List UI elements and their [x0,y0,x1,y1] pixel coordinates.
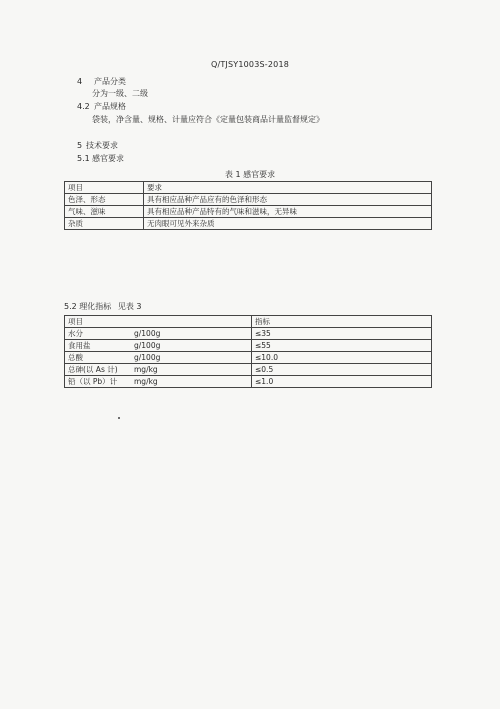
table-header-row [65,316,432,328]
table-cell: ≤0.5 [252,364,432,376]
table-cell: ≤1.0 [252,376,432,388]
section-5-1-title: 感官要求 [92,154,124,163]
table-header-cell: 指标 [252,316,432,328]
table-header-cell: 项目 [65,182,144,194]
table-row [65,340,432,352]
section-4-2-body: 袋装，净含量、规格、计量应符合《定量包装商品计量监督规定》 [92,115,324,124]
section-5-2-ref: 见表 3 [117,302,142,311]
item-name: 总酸 [68,353,83,362]
table-cell: ≤10.0 [252,352,432,364]
table-row [65,364,432,376]
section-5-number: 5 [77,141,83,150]
section-5-2-title: 理化指标 [79,302,112,311]
item-name: 水分 [68,329,83,338]
table-1-caption: 表 1 感官要求 [224,170,276,179]
item-unit: mg/kg [134,377,158,386]
table-row [65,206,432,218]
table-row [65,352,432,364]
table-header-cell: 要求 [144,182,432,194]
section-4-2-title: 产品规格 [94,102,126,111]
physicochemical-indicators-table [64,315,432,388]
section-5-title: 技术要求 [86,141,118,150]
table-row [65,218,432,230]
table-cell: 无肉眼可见外来杂质 [144,218,432,230]
standard-code: Q/TJSY1003S-2018 [210,60,290,69]
item-name: 总砷(以 As 计) [68,365,118,374]
item-name: 铅（以 Pb）计 [68,377,118,386]
section-5-1-number: 5.1 [77,154,90,163]
table-cell: 色泽、形态 [65,194,144,206]
table-cell: ≤35 [252,328,432,340]
section-4-2-number: 4.2 [77,102,90,111]
table-row [65,328,432,340]
table-row [65,376,432,388]
table-cell: 气味、滋味 [65,206,144,218]
table-cell: 具有相应品种产品应有的色泽和形态 [144,194,432,206]
section-4-number: 4 [77,77,83,86]
table-cell [65,340,252,352]
section-4-title: 产品分类 [94,77,126,86]
item-unit: g/100g [134,341,161,350]
table-cell [65,364,252,376]
table-row [65,194,432,206]
section-4-body: 分为一级、二级 [92,89,148,98]
table-header-row [65,182,432,194]
item-unit: g/100g [134,329,161,338]
section-5-2-number: 5.2 [64,302,77,311]
item-name: 食用盐 [68,341,91,350]
section-5-2-heading [64,302,141,312]
table-header-cell: 项目 [65,316,252,328]
sensory-requirements-table [64,181,432,230]
table-cell [65,376,252,388]
table-cell [65,352,252,364]
table-cell: 具有相应品种产品特有的气味和滋味，无异味 [144,206,432,218]
table-cell: 杂质 [65,218,144,230]
item-unit: mg/kg [134,365,158,374]
stray-dot-mark [118,417,120,419]
item-unit: g/100g [134,353,161,362]
table-cell: ≤55 [252,340,432,352]
table-cell [65,328,252,340]
